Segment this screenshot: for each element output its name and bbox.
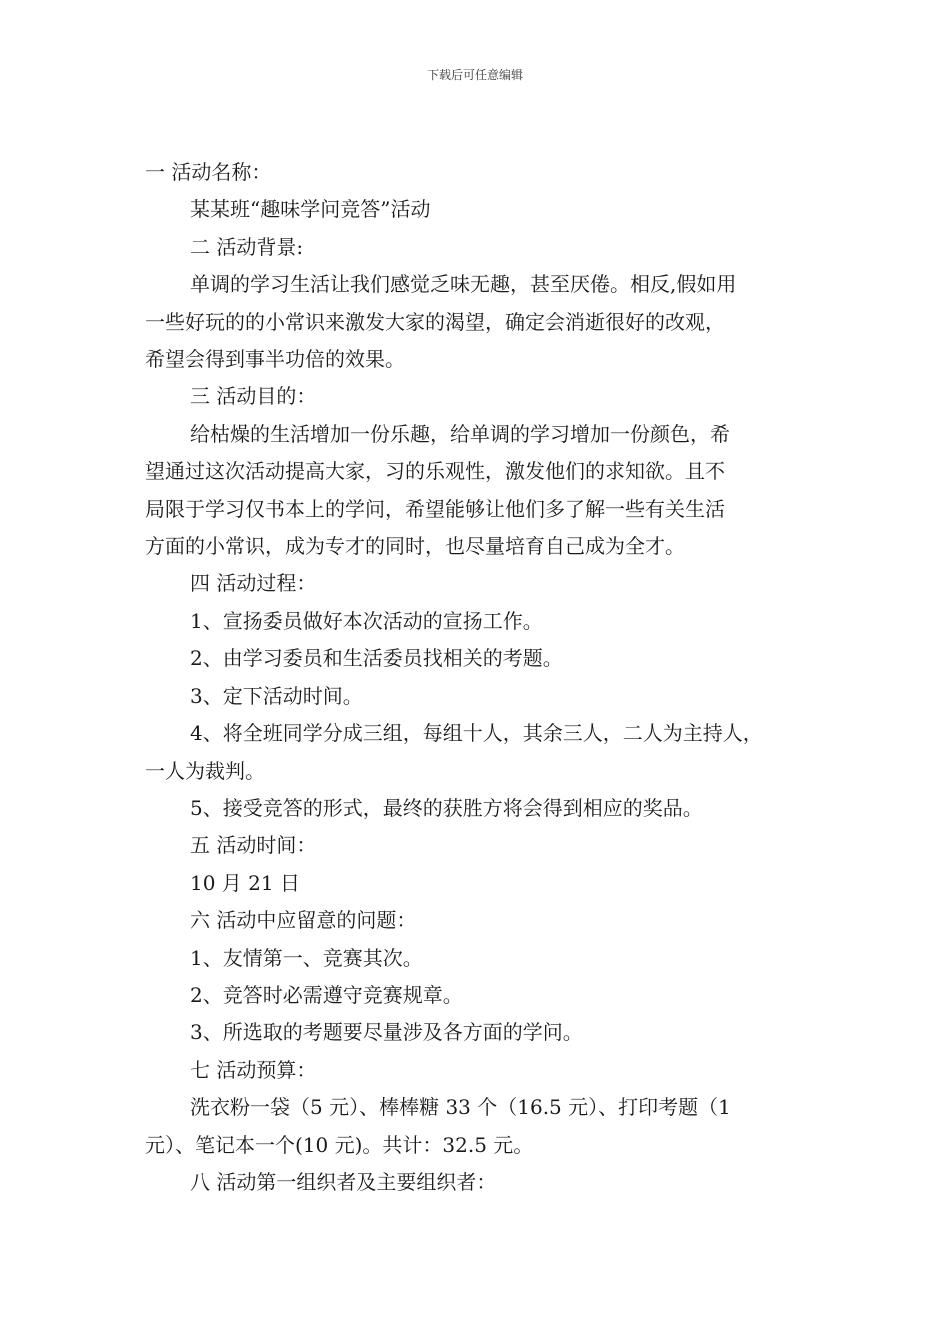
section-heading-activity-name: 一 活动名称：	[145, 160, 272, 184]
paragraph-background	[145, 266, 823, 378]
paragraph-line: 一些好玩的的小常识来激发大家的渴望，确定会消逝很好的改观，	[145, 309, 725, 334]
paragraph-line: 方面的小常识，成为专才的同时，也尽量培育自己成为全才。	[145, 534, 685, 559]
section-heading-background: 二 活动背景:	[190, 234, 304, 259]
paragraph-line: 给枯燥的生活增加一份乐趣，给单调的学习增加一份颜色，希	[190, 421, 730, 446]
section-heading-budget: 七 活动预算：	[190, 1057, 317, 1082]
paragraph-budget	[145, 1089, 823, 1164]
process-step-5: 5、接受竞答的形式，最终的获胜方将会得到相应的奖品。	[190, 795, 703, 820]
section-heading-process: 四 活动过程：	[190, 571, 317, 596]
process-step-1: 1、宣扬委员做好本次活动的宣扬工作。	[190, 608, 543, 633]
paragraph-line: 4、将全班同学分成三组，每组十人，其余三人，二人为主持人，	[190, 721, 763, 746]
process-step-2: 2、由学习委员和生活委员找相关的考题。	[190, 646, 563, 671]
paragraph-line: 一人为裁判。	[145, 758, 265, 783]
note-2: 2、竞答时必需遵守竞赛规章。	[190, 982, 463, 1007]
document-body	[145, 154, 823, 1201]
section-heading-purpose: 三 活动目的：	[190, 384, 317, 409]
activity-date: 10 月 21 日	[190, 870, 300, 895]
process-step-4	[145, 715, 823, 790]
process-step-3: 3、定下活动时间。	[190, 683, 363, 708]
section-heading-time: 五 活动时间：	[190, 833, 317, 858]
paragraph-purpose	[145, 416, 823, 566]
section-heading-organizers: 八 活动第一组织者及主要组织者：	[190, 1169, 497, 1194]
note-3: 3、所选取的考题要尽量涉及各方面的学问。	[190, 1020, 583, 1045]
paragraph-line: 单调的学习生活让我们感觉乏味无趣，甚至厌倦。相反,假如用	[190, 272, 737, 297]
paragraph-line: 元）、笔记本一个(10 元)。共计：32.5 元。	[145, 1132, 534, 1157]
paragraph-line: 洗衣粉一袋（5 元）、棒棒糖 33 个（16.5 元）、打印考题（1	[190, 1095, 731, 1120]
paragraph-line: 希望会得到事半功倍的效果。	[145, 347, 405, 372]
section-heading-notes: 六 活动中应留意的问题：	[190, 908, 417, 933]
page-header: 下载后可任意编辑	[426, 68, 523, 82]
note-1: 1、友情第一、竞赛其次。	[190, 945, 423, 970]
paragraph-line: 望通过这次活动提高大家，习的乐观性，激发他们的求知欲。且不	[145, 459, 725, 484]
paragraph-line: 局限于学习仅书本上的学问，希望能够让他们多了解一些有关生活	[145, 496, 725, 521]
activity-name: 某某班“趣味学问竞答”活动	[190, 197, 431, 222]
